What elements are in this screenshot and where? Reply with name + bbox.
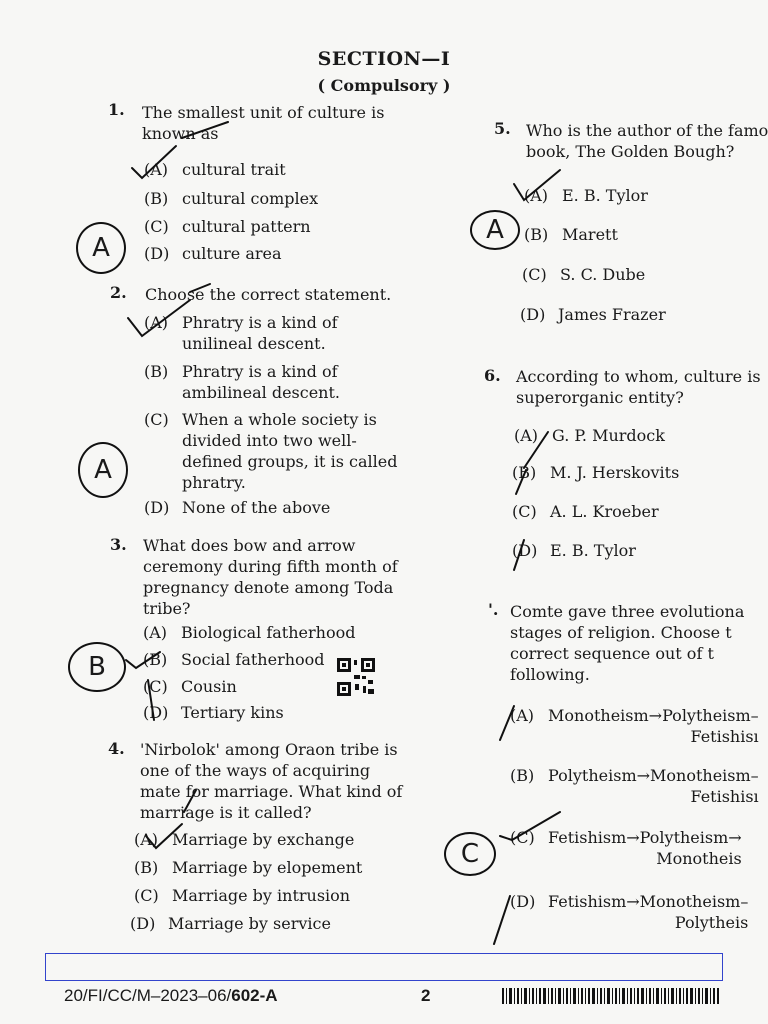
option-b[interactable]: (B) Social fatherhood [143, 650, 325, 669]
option-a[interactable]: (A) Phratry is a kind of unilineal descent. [144, 313, 338, 353]
option-c[interactable]: (C) When a whole society is divided into two well- defined groups, it is called phratry. [144, 410, 398, 492]
pen-tick [132, 146, 176, 178]
barcode-icon [502, 988, 720, 1004]
answer-strip-box [45, 953, 723, 981]
pen-underline [182, 122, 228, 138]
option-d[interactable]: (D) Marriage by service [130, 914, 331, 933]
option-a[interactable]: (A) G. P. Murdock [514, 426, 665, 445]
pen-tick [514, 170, 560, 200]
question-number: 6. [484, 366, 501, 385]
pen-tick [148, 680, 154, 720]
handwritten-answer-circle: A [76, 222, 126, 274]
option-a[interactable]: (A) cultural trait [144, 160, 286, 179]
pen-tick [126, 652, 160, 668]
option-c[interactable]: (C) A. L. Kroeber [512, 502, 659, 521]
handwritten-answer-circle: A [78, 442, 128, 498]
handwritten-answer-circle: A [470, 210, 520, 250]
option-a[interactable]: (A) Marriage by exchange [134, 830, 355, 849]
option-d[interactable]: (D) None of the above [144, 498, 331, 517]
option-d[interactable]: (D) Fetishism→Monotheism– Polytheis [510, 892, 749, 932]
section-title: SECTION—I [317, 48, 451, 70]
question-text-line: known as [142, 124, 219, 143]
option-a[interactable]: (A) Biological fatherhood [143, 623, 356, 642]
option-a[interactable]: (A) Monotheism→Polytheism– Fetishisı [510, 706, 759, 746]
option-b[interactable]: (B) cultural complex [144, 189, 319, 208]
question-number: 2. [110, 283, 127, 302]
option-d[interactable]: (D) E. B. Tylor [512, 541, 636, 560]
option-a[interactable]: (A) E. B. Tylor [524, 186, 648, 205]
pen-tick [494, 896, 510, 944]
question-number: 3. [110, 535, 127, 554]
option-c[interactable]: (C) cultural pattern [144, 217, 311, 236]
pen-tick [524, 432, 548, 468]
question-4-text: 'Nirbolok' among Oraon tribe is one of the ways of acquiring mate for marriage. What kind of marriage is it called? [140, 740, 403, 822]
option-b[interactable]: (B) M. J. Herskovits [512, 463, 680, 482]
section-subtitle: ( Compulsory ) [317, 76, 451, 95]
option-d[interactable]: (D) James Frazer [520, 305, 666, 324]
paper-code: 20/FI/CC/M–2023–06/602-A [64, 986, 278, 1005]
pen-tick [500, 812, 560, 840]
option-c[interactable]: (C) Marriage by intrusion [134, 886, 351, 905]
question-6-text: According to whom, culture is superorganic entity? [516, 367, 761, 407]
pen-tick [146, 824, 182, 848]
question-number: 4. [108, 739, 125, 758]
question-5-text: Who is the author of the famo book, The Golden Bough? [526, 121, 768, 161]
question-2-text: Choose the correct statement. [145, 285, 392, 304]
pen-tick [514, 540, 524, 570]
option-b[interactable]: (B) Polytheism→Monotheism– Fetishisı [510, 766, 759, 806]
page-number: 2 [421, 986, 431, 1005]
question-number: '. [488, 600, 499, 619]
option-c[interactable]: (C) Cousin [143, 677, 237, 696]
question-number: 5. [494, 119, 511, 138]
question-3-text: What does bow and arrow ceremony during fifth month of pregnancy denote among Toda tribe? [143, 536, 398, 618]
question-text-line: The smallest unit of culture is [142, 103, 385, 122]
option-d[interactable]: (D) culture area [144, 244, 282, 263]
pen-tick [500, 706, 514, 740]
pen-tick-marks [126, 122, 560, 944]
pen-tick [190, 284, 210, 292]
pen-tick [184, 790, 196, 812]
handwritten-answer-circle: B [68, 642, 126, 692]
option-d[interactable]: (D) Tertiary kins [143, 703, 284, 722]
option-b[interactable]: (B) Phratry is a kind of ambilineal descent. [144, 362, 340, 402]
option-b[interactable]: (B) Marriage by elopement [134, 858, 363, 877]
pen-tick [128, 300, 190, 336]
option-c[interactable]: (C) S. C. Dube [522, 265, 646, 284]
question-7-text: Comte gave three evolutiona stages of religion. Choose t correct sequence out of t following. [510, 602, 745, 684]
option-c[interactable]: (C) Fetishism→Polytheism→ Monotheis [510, 828, 742, 868]
option-b[interactable]: (B) Marett [524, 225, 618, 244]
question-number: 1. [108, 100, 125, 119]
pen-tick [516, 470, 526, 494]
handwritten-answer-circle: C [444, 832, 496, 876]
